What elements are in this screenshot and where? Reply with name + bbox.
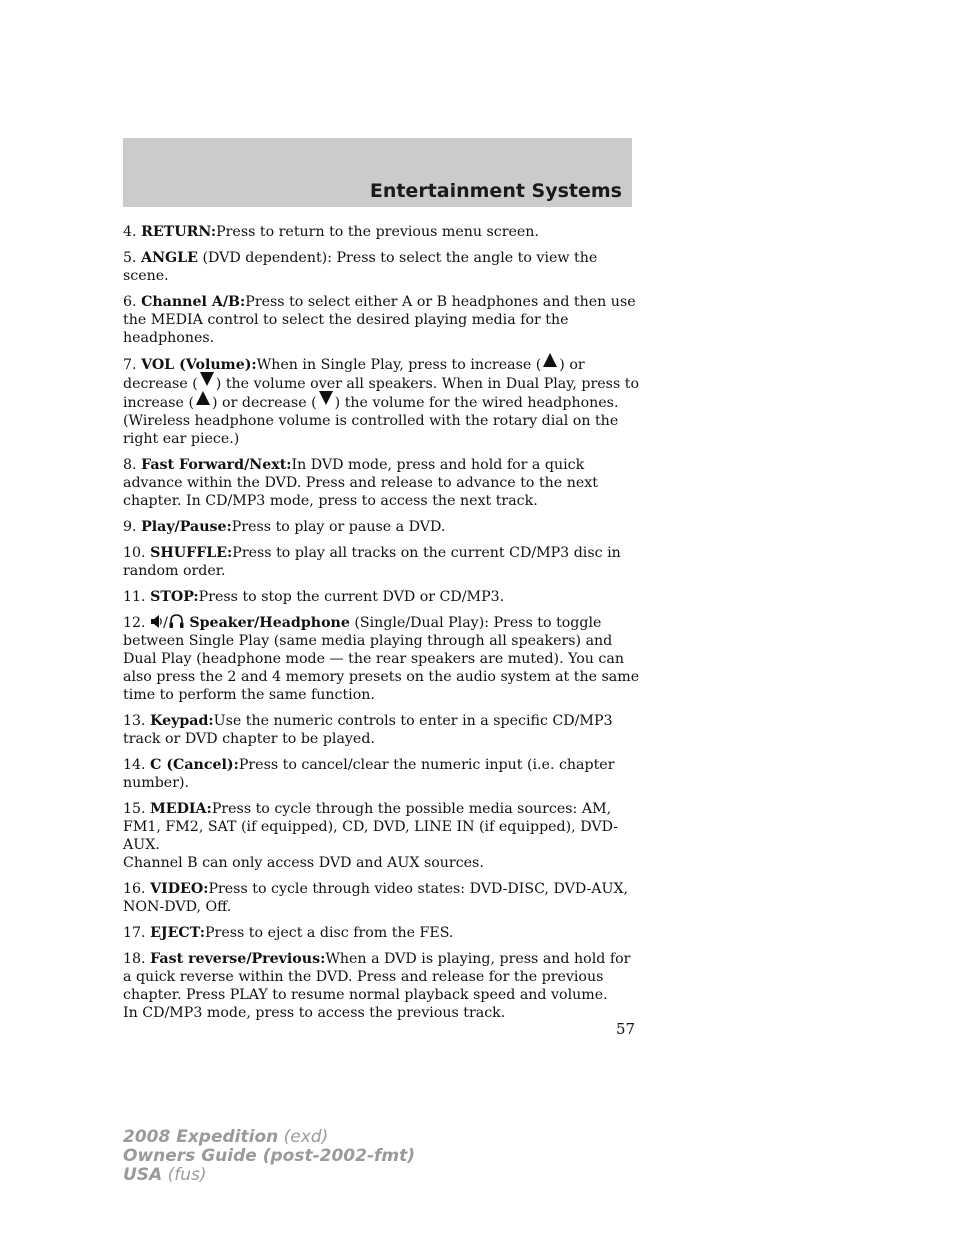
footer-model: 2008 Expedition (123, 1127, 279, 1147)
item-text: Press to stop the current DVD or CD/MP3. (198, 589, 505, 605)
item-text: ) or decrease ( (123, 357, 585, 392)
list-item (123, 456, 643, 510)
item-term: C (Cancel): (150, 757, 239, 773)
section-title: Entertainment Systems (369, 180, 622, 202)
item-text: Press to cancel/clear the numeric input (i.e. chapter number). (123, 757, 615, 791)
footer-line (123, 1166, 415, 1185)
list-item (123, 544, 643, 580)
item-text: When a DVD is playing, press and hold for a quick reverse within the DVD. Press and release for the previous chapter. Press PLAY to resume normal playback speed and volume. (123, 951, 631, 1003)
item-term: VOL (Volume): (141, 357, 257, 373)
item-term: Play/Pause: (141, 519, 232, 535)
list-item (123, 249, 643, 285)
item-text: Press to play all tracks on the current CD/MP3 disc in random order. (123, 545, 621, 579)
footer-model-code: (exd) (283, 1127, 329, 1147)
item-number: 10. (123, 545, 146, 561)
item-text: ) the volume over all speakers. When in Dual Play, press to increase ( (123, 376, 639, 411)
list-item (123, 588, 643, 606)
list-item (123, 756, 643, 792)
item-term: Channel A/B: (141, 294, 246, 310)
section-header-band (123, 138, 632, 207)
item-term: VIDEO: (150, 881, 209, 897)
document-footer (123, 1128, 415, 1185)
item-number: 14. (123, 757, 146, 773)
list-item (123, 950, 643, 1022)
list-item (123, 880, 643, 916)
item-term: SHUFFLE: (150, 545, 233, 561)
triangle-down-icon (319, 391, 333, 405)
list-item (123, 518, 643, 536)
item-text: Press to return to the previous menu screen. (216, 224, 539, 240)
list-item (123, 712, 643, 748)
item-number: 12. (123, 615, 146, 631)
body-text (123, 223, 643, 1030)
item-term: EJECT: (150, 925, 206, 941)
item-number: 8. (123, 457, 137, 473)
item-number: 7. (123, 357, 137, 373)
item-text: Press to select either A or B headphones and then use the MEDIA control to select the desired playing media for the headphones. (123, 294, 636, 346)
speaker-icon (151, 614, 162, 629)
footer-line (123, 1128, 415, 1147)
list-item (123, 614, 643, 704)
item-text: (Single/Dual Play): Press to toggle between Single Play (same media playing through all speakers) and Dual Play (headphone mode — the rear speakers are muted). You can also press the 2 and 4 memory presets on the audio system at the same time to perform the same function. (123, 615, 640, 703)
item-term: RETURN: (141, 224, 217, 240)
item-term: Fast Forward/Next: (141, 457, 292, 473)
headphone-icon (169, 614, 184, 629)
item-text: Press to cycle through video states: DVD-DISC, DVD-AUX, NON-DVD, Off. (123, 881, 629, 915)
item-text: Use the numeric controls to enter in a specific CD/MP3 track or DVD chapter to be played. (123, 713, 613, 747)
triangle-up-icon (543, 353, 557, 367)
item-number: 5. (123, 250, 137, 266)
item-text: Press to eject a disc from the FES. (205, 925, 454, 941)
item-number: 16. (123, 881, 146, 897)
item-term: Fast reverse/Previous: (150, 951, 326, 967)
item-number: 4. (123, 224, 137, 240)
item-number: 11. (123, 589, 146, 605)
item-term: Speaker/Headphone (189, 615, 350, 631)
footer-market-code: (fus) (167, 1165, 207, 1185)
footer-market: USA (123, 1165, 163, 1185)
item-term: Keypad: (150, 713, 214, 729)
list-item (123, 924, 643, 942)
item-term: STOP: (150, 589, 199, 605)
item-number: 18. (123, 951, 146, 967)
item-text: ) the volume for the wired headphones. (Wireless headphone volume is controlled with the rotary dial on the right ear piece.) (123, 395, 619, 447)
list-item (123, 800, 643, 872)
footer-guide: Owners Guide (post-2002-fmt) (123, 1146, 416, 1166)
list-item (123, 293, 643, 347)
item-text: In DVD mode, press and hold for a quick advance within the DVD. Press and release to advance to the next chapter. In CD/MP3 mode, press to access the next track. (123, 457, 598, 509)
item-text: When in Single Play, press to increase ( (256, 357, 542, 373)
page-number: 57 (616, 1020, 636, 1038)
item-number: 6. (123, 294, 137, 310)
triangle-down-icon (200, 372, 214, 386)
item-text: Press to cycle through the possible media sources: AM, FM1, FM2, SAT (if equipped), CD, DVD, LINE IN (if equipped), DVD-AUX. (123, 801, 619, 853)
item-text: In CD/MP3 mode, press to access the previous track. (123, 1005, 506, 1021)
item-text: Channel B can only access DVD and AUX sources. (123, 855, 484, 871)
item-text: (DVD dependent): Press to select the angle to view the scene. (123, 250, 598, 284)
list-item (123, 355, 643, 448)
item-number: 13. (123, 713, 146, 729)
icon-separator: / (163, 615, 168, 631)
item-text: Press to play or pause a DVD. (231, 519, 446, 535)
item-term: MEDIA: (150, 801, 212, 817)
triangle-up-icon (196, 391, 210, 405)
item-term: ANGLE (141, 250, 198, 266)
item-number: 15. (123, 801, 146, 817)
item-text: ) or decrease ( (211, 395, 317, 411)
list-item (123, 223, 643, 241)
item-number: 17. (123, 925, 146, 941)
item-number: 9. (123, 519, 137, 535)
